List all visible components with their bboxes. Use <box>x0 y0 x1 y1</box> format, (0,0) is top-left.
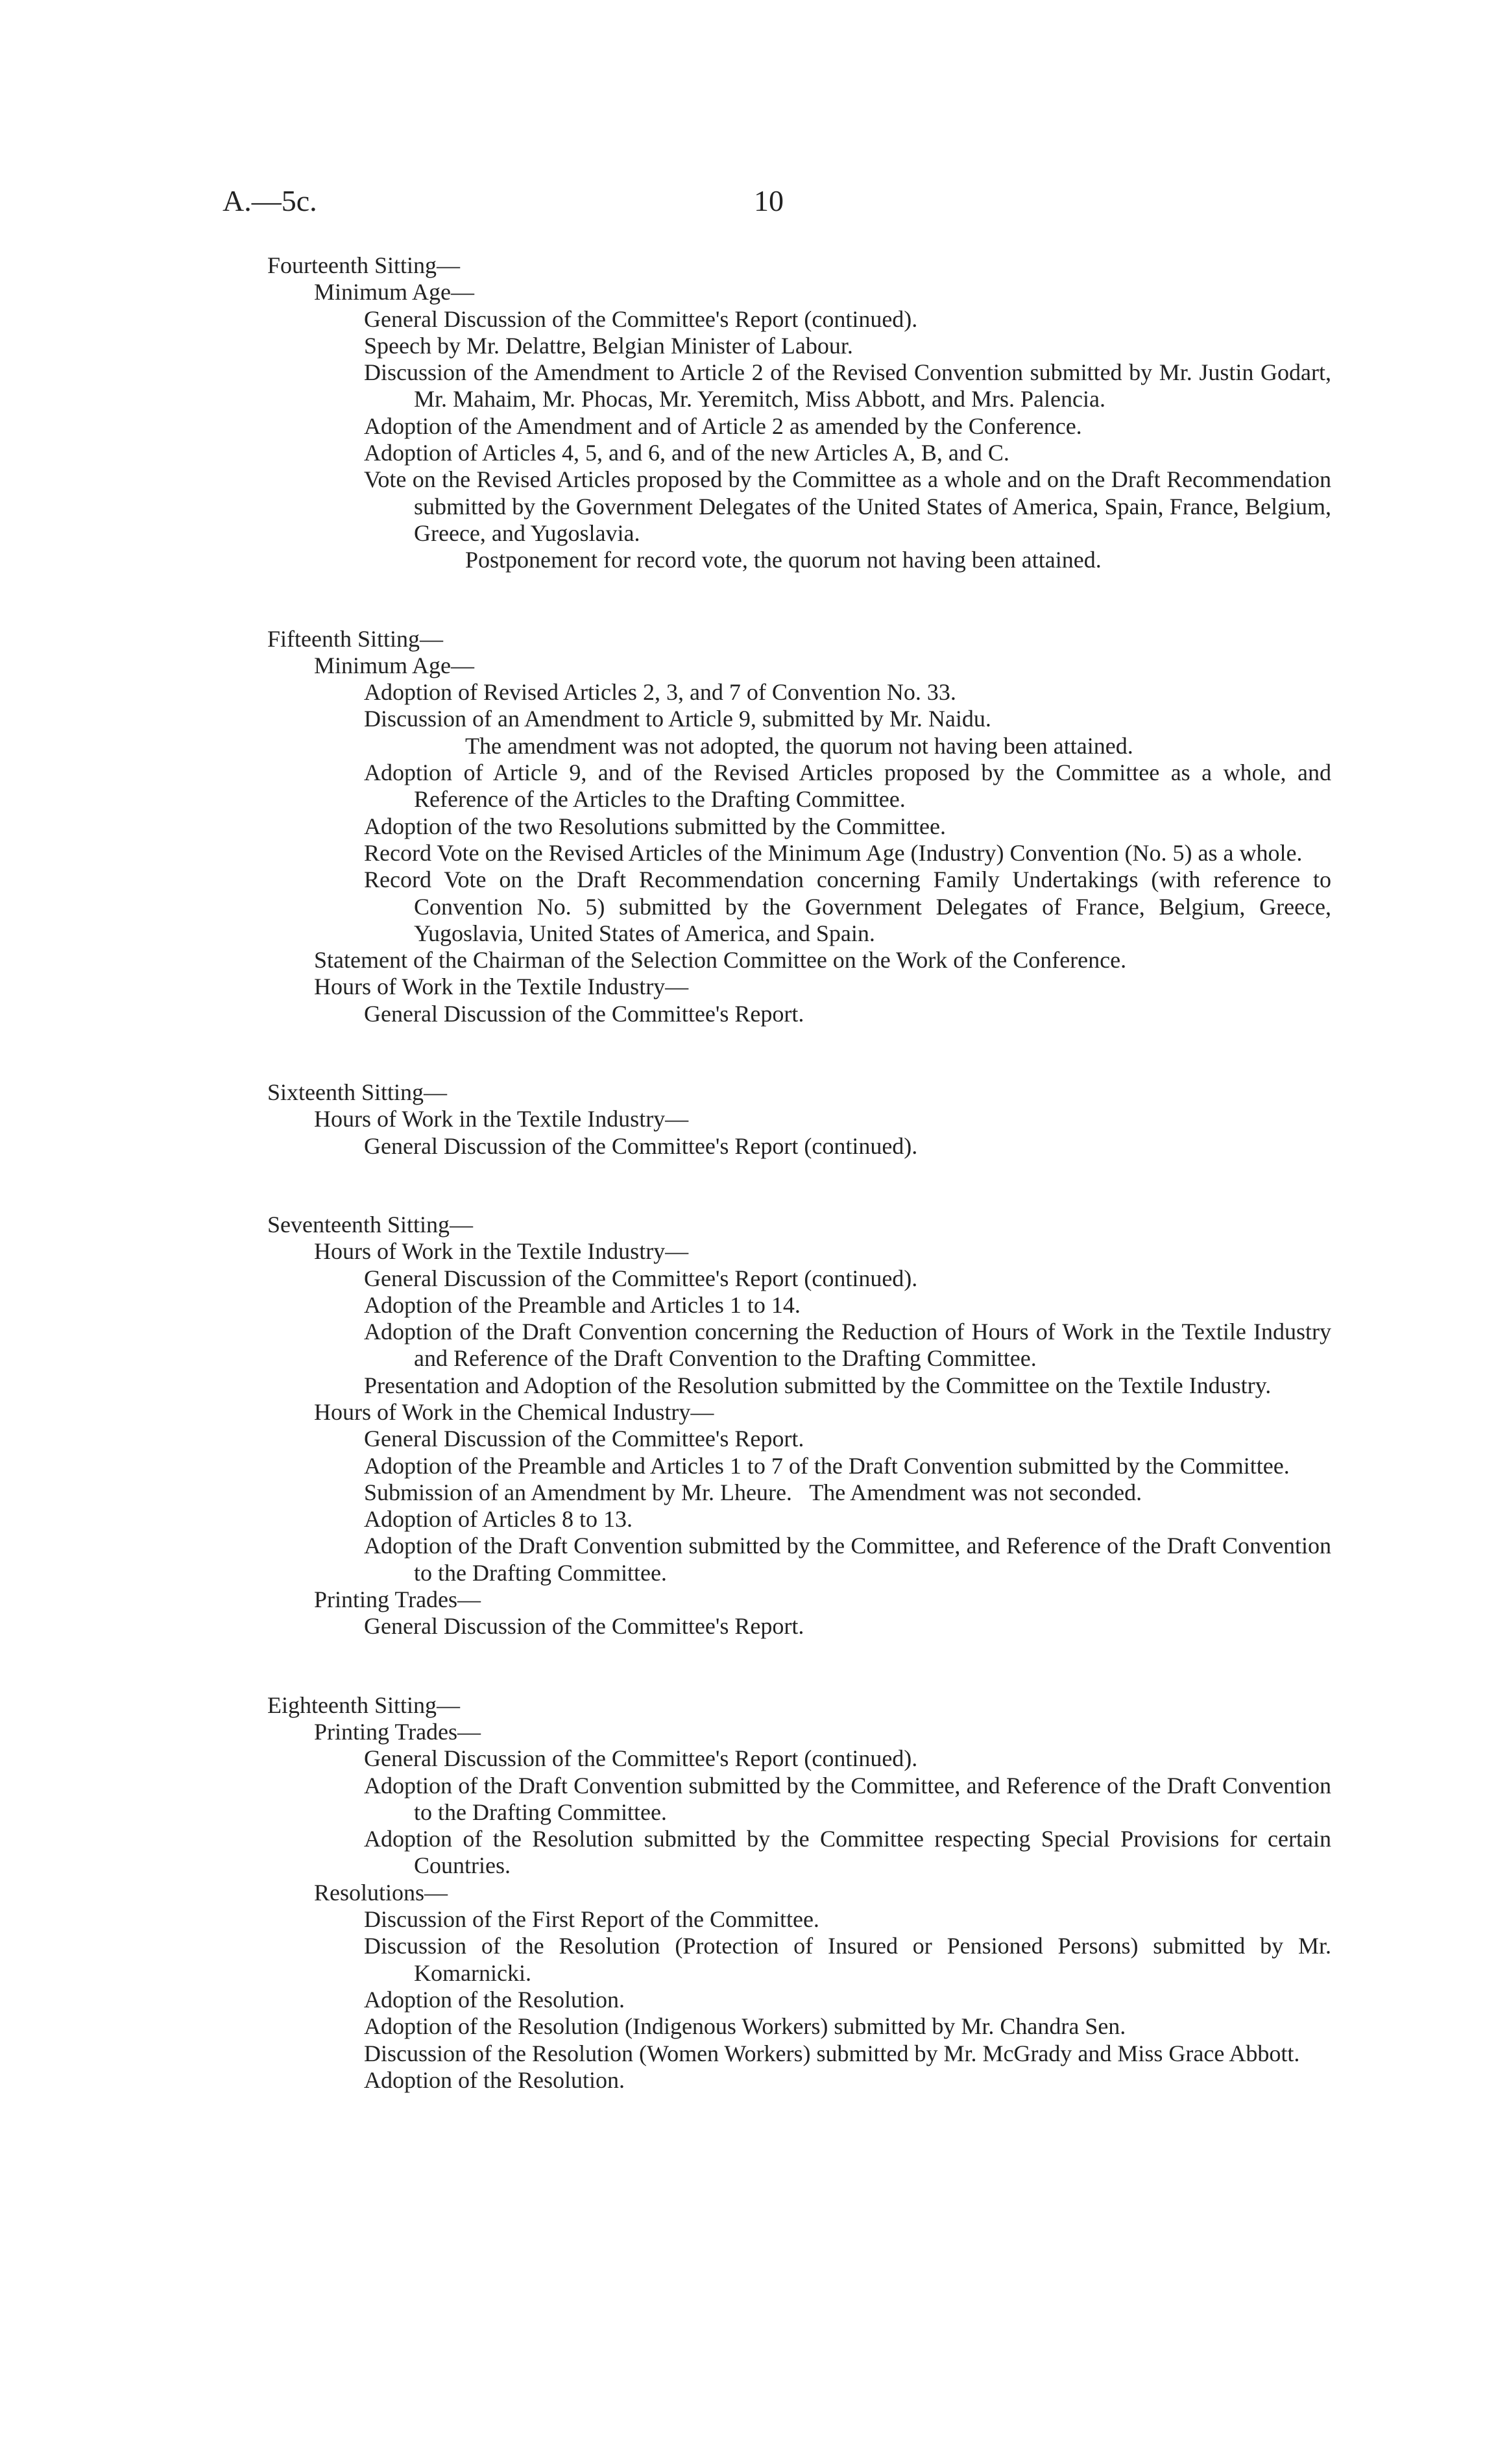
agenda-subject: Hours of Work in the Textile Industry— <box>314 974 689 1000</box>
sitting-title: Fourteenth Sitting— <box>267 252 460 278</box>
agenda-item: General Discussion of the Committee's Report. <box>364 1000 804 1027</box>
agenda-item: Adoption of Revised Articles 2, 3, and 7 of Convention No. 33. <box>364 679 956 706</box>
agenda-item: Record Vote on the Revised Articles of the Minimum Age (Industry) Convention (No. 5) as a whole. <box>364 839 1303 866</box>
agenda-subject: Minimum Age— <box>314 279 475 305</box>
page-header <box>0 184 1509 222</box>
agenda-item: General Discussion of the Committee's Report. <box>364 1426 804 1452</box>
sitting-sixteenth <box>267 1079 1331 1160</box>
agenda-item: Adoption of Articles 8 to 13. <box>364 1506 633 1533</box>
agenda-item: General Discussion of the Committee's Report (continued). <box>364 1132 918 1159</box>
agenda-item: Discussion of the Amendment to Article 2 of the Revised Convention submitted by Mr. Justin Godart, Mr. Mahaim, Mr. Phocas, Mr. Yeremitch, Miss Abbott, and Mrs. Palencia. <box>364 359 1331 413</box>
sitting-eighteenth <box>267 1692 1331 2094</box>
sitting-fifteenth <box>267 626 1331 1027</box>
agenda-item: Record Vote on the Draft Recommendation concerning Family Undertakings (with reference to Convention No. 5) submitted by the Government Delegates of France, Belgium, Greece, Yugoslavia, United States of America, and Spain. <box>364 867 1331 946</box>
agenda-subject: Hours of Work in the Chemical Industry— <box>314 1398 714 1425</box>
agenda-item: Adoption of the Draft Convention submitted by the Committee, and Reference of the Draft Convention to the Drafting Committee. <box>364 1772 1331 1825</box>
agenda-item: Discussion of the Resolution (Women Workers) submitted by Mr. McGrady and Miss Grace Abbott. <box>364 2040 1300 2066</box>
agenda-item: Adoption of the Draft Convention concerning the Reduction of Hours of Work in the Textile Industry and Reference of the Draft Convention to the Drafting Committee. <box>364 1319 1331 1372</box>
sitting-seventeenth <box>267 1212 1331 1640</box>
agenda-note: Postponement for record vote, the quorum not having been attained. <box>465 547 1102 573</box>
agenda-subject: Printing Trades— <box>314 1718 481 1745</box>
agenda-item: Discussion of the Resolution (Protection of Insured or Pensioned Persons) submitted by Mr. Komarnicki. <box>364 1933 1331 1986</box>
sitting-title: Seventeenth Sitting— <box>267 1211 473 1238</box>
sitting-title: Eighteenth Sitting— <box>267 1692 460 1718</box>
agenda-item: Adoption of the Resolution submitted by the Committee respecting Special Provisions for certain Countries. <box>364 1826 1331 1879</box>
sitting-title: Sixteenth Sitting— <box>267 1079 448 1106</box>
agenda-subject: Minimum Age— <box>314 652 475 678</box>
agenda-item: Adoption of the Resolution (Indigenous Workers) submitted by Mr. Chandra Sen. <box>364 2013 1126 2040</box>
agenda-subject: Hours of Work in the Textile Industry— <box>314 1238 689 1265</box>
agenda-item: Presentation and Adoption of the Resolution submitted by the Committee on the Textile Industry. <box>364 1372 1272 1398</box>
agenda-item: Adoption of the Draft Convention submitted by the Committee, and Reference of the Draft Convention to the Drafting Committee. <box>364 1533 1331 1586</box>
agenda-item: Submission of an Amendment by Mr. Lheure. The Amendment was not seconded. <box>364 1479 1142 1505</box>
agenda-item: Adoption of Article 9, and of the Revised Articles proposed by the Committee as a whole, and Reference of the Articles to the Drafting Committee. <box>364 760 1331 813</box>
agenda-item: Discussion of the First Report of the Committee. <box>364 1906 819 1933</box>
agenda-item: General Discussion of the Committee's Report (continued). <box>364 1265 918 1291</box>
agenda-item: Adoption of the Amendment and of Article 2 as amended by the Conference. <box>364 413 1082 439</box>
agenda-item: Adoption of the Resolution. <box>364 1986 625 2013</box>
agenda-item: General Discussion of the Committee's Report (continued). <box>364 1745 918 1772</box>
agenda-item: Adoption of the two Resolutions submitted by the Committee. <box>364 813 946 839</box>
agenda-item: Adoption of Articles 4, 5, and 6, and of the new Articles A, B, and C. <box>364 440 1009 466</box>
document-reference: A.—5c. <box>223 184 317 217</box>
agenda-item: Adoption of the Preamble and Articles 1 to 7 of the Draft Convention submitted by the Committee. <box>364 1452 1290 1479</box>
sitting-fourteenth <box>267 252 1331 574</box>
agenda-item: Discussion of an Amendment to Article 9, submitted by Mr. Naidu. <box>364 706 991 732</box>
page-number: 10 <box>754 184 784 217</box>
agenda-item: General Discussion of the Committee's Report. <box>364 1613 804 1640</box>
agenda-subject: Resolutions— <box>314 1879 448 1906</box>
agenda-item: Adoption of the Resolution. <box>364 2066 625 2093</box>
agenda-subject: Printing Trades— <box>314 1586 481 1613</box>
agenda-item: Vote on the Revised Articles proposed by the Committee as a whole and on the Draft Recommendation submitted by the Government Delegates of the United States of America, Spain, France, Belgium, Greece, and Yugoslavia. <box>364 466 1331 546</box>
agenda-subject: Statement of the Chairman of the Selection Committee on the Work of the Conference. <box>314 947 1127 974</box>
agenda-note: The amendment was not adopted, the quorum not having been attained. <box>465 732 1133 759</box>
sitting-title: Fifteenth Sitting— <box>267 625 444 652</box>
agenda-subject: Hours of Work in the Textile Industry— <box>314 1106 689 1132</box>
proceedings-list <box>267 252 1331 2094</box>
agenda-item: General Discussion of the Committee's Report (continued). <box>364 305 918 332</box>
agenda-item: Adoption of the Preamble and Articles 1 to 14. <box>364 1291 801 1318</box>
agenda-item: Speech by Mr. Delattre, Belgian Minister of Labour. <box>364 332 853 359</box>
